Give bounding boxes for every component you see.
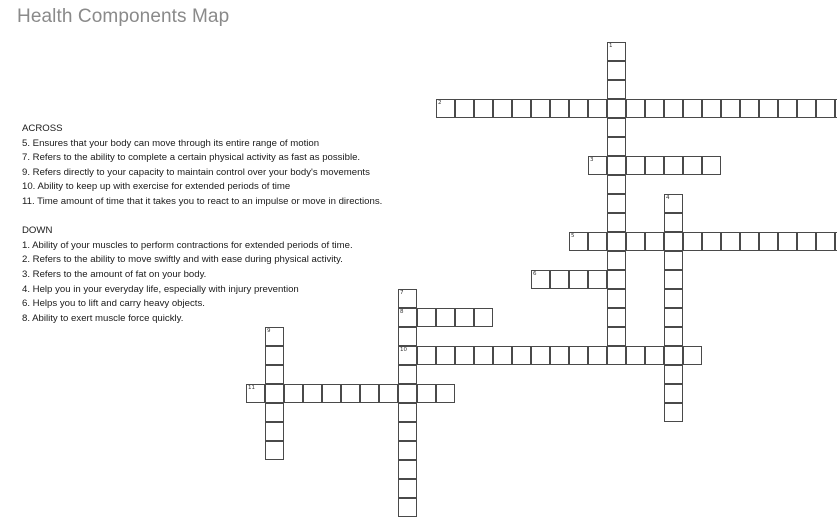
crossword-cell[interactable]	[816, 99, 835, 118]
crossword-cell[interactable]	[664, 156, 683, 175]
crossword-cell[interactable]	[493, 99, 512, 118]
crossword-cell[interactable]	[607, 118, 626, 137]
crossword-cell[interactable]	[626, 99, 645, 118]
crossword-cell[interactable]	[664, 251, 683, 270]
across-clue-9: 9. Refers directly to your capacity to maintain control over your body's movements	[22, 166, 370, 178]
crossword-cell[interactable]	[474, 99, 493, 118]
crossword-cell[interactable]	[322, 384, 341, 403]
crossword-cell[interactable]	[664, 384, 683, 403]
down-clue-2: 2. Refers to the ability to move swiftly and with ease during physical activity.	[22, 254, 343, 266]
crossword-cell[interactable]	[588, 232, 607, 251]
crossword-cell[interactable]	[474, 308, 493, 327]
crossword-cell[interactable]	[398, 289, 417, 308]
crossword-cell[interactable]	[607, 308, 626, 327]
crossword-cell[interactable]	[417, 346, 436, 365]
crossword-cell[interactable]	[265, 422, 284, 441]
crossword-cell[interactable]	[398, 460, 417, 479]
crossword-cell[interactable]	[398, 403, 417, 422]
crossword-cell[interactable]	[493, 346, 512, 365]
crossword-cell[interactable]	[797, 99, 816, 118]
crossword-cell[interactable]	[607, 251, 626, 270]
crossword-cell[interactable]	[607, 42, 626, 61]
crossword-cell[interactable]	[398, 441, 417, 460]
down-clue-6: 6. Helps you to lift and carry heavy objects.	[22, 298, 205, 310]
crossword-cell[interactable]	[683, 232, 702, 251]
crossword-cell[interactable]	[436, 99, 455, 118]
down-clue-4: 4. Help you in your everyday life, especially with injury prevention	[22, 283, 299, 295]
crossword-cell[interactable]	[664, 403, 683, 422]
crossword-cell[interactable]	[265, 441, 284, 460]
crossword-cell[interactable]	[607, 327, 626, 346]
crossword-cell[interactable]	[569, 270, 588, 289]
clue-number: 10	[400, 347, 407, 353]
crossword-cell[interactable]	[759, 99, 778, 118]
crossword-cell[interactable]	[607, 194, 626, 213]
crossword-cell[interactable]	[265, 346, 284, 365]
crossword-cell[interactable]	[550, 270, 569, 289]
crossword-cell[interactable]	[398, 308, 417, 327]
across-clue-10: 10. Ability to keep up with exercise for extended periods of time	[22, 181, 291, 193]
crossword-cell[interactable]	[550, 99, 569, 118]
crossword-cell[interactable]	[683, 156, 702, 175]
crossword-cell[interactable]	[740, 99, 759, 118]
crossword-cell[interactable]	[645, 156, 664, 175]
clue-number: 8	[400, 309, 404, 315]
crossword-cell[interactable]	[398, 422, 417, 441]
crossword-cell[interactable]	[436, 384, 455, 403]
crossword-cell[interactable]	[265, 384, 284, 403]
clue-number: 1	[609, 43, 613, 49]
crossword-cell[interactable]	[702, 156, 721, 175]
crossword-cell[interactable]	[645, 99, 664, 118]
crossword-cell[interactable]	[360, 384, 379, 403]
crossword-cell[interactable]	[607, 289, 626, 308]
crossword-cell[interactable]	[607, 270, 626, 289]
crossword-cell[interactable]	[436, 346, 455, 365]
crossword-cell[interactable]	[455, 346, 474, 365]
across-clue-11: 11. Time amount of time that it takes you to react to an impulse or move in directions.	[22, 195, 383, 207]
crossword-cell[interactable]	[588, 99, 607, 118]
crossword-cell[interactable]	[645, 346, 664, 365]
crossword-cell[interactable]	[607, 137, 626, 156]
clue-number: 2	[438, 100, 442, 106]
clue-number: 7	[400, 290, 404, 296]
crossword-cell[interactable]	[626, 156, 645, 175]
crossword-cell[interactable]	[588, 346, 607, 365]
crossword-cell[interactable]	[379, 384, 398, 403]
crossword-cell[interactable]	[759, 232, 778, 251]
crossword-cell[interactable]	[474, 346, 493, 365]
crossword-cell[interactable]	[531, 346, 550, 365]
clue-number: 11	[248, 385, 255, 391]
crossword-cell[interactable]	[512, 99, 531, 118]
crossword-cell[interactable]	[607, 232, 626, 251]
clue-number: 9	[267, 328, 271, 334]
crossword-cell[interactable]	[607, 80, 626, 99]
crossword-cell[interactable]	[721, 99, 740, 118]
crossword-cell[interactable]	[455, 99, 474, 118]
crossword-cell[interactable]	[664, 99, 683, 118]
crossword-cell[interactable]	[683, 99, 702, 118]
down-clue-1: 1. Ability of your muscles to perform contractions for extended periods of time.	[22, 239, 353, 251]
crossword-cell[interactable]	[455, 308, 474, 327]
down-heading: DOWN	[22, 225, 53, 237]
crossword-cell[interactable]	[626, 232, 645, 251]
crossword-cell[interactable]	[607, 61, 626, 80]
crossword-cell[interactable]	[664, 346, 683, 365]
crossword-cell[interactable]	[702, 232, 721, 251]
across-clue-7: 7. Refers to the ability to complete a certain physical activity as fast as possible.	[22, 152, 361, 164]
crossword-cell[interactable]	[417, 308, 436, 327]
crossword-cell[interactable]	[512, 346, 531, 365]
crossword-cell[interactable]	[341, 384, 360, 403]
crossword-cell[interactable]	[664, 270, 683, 289]
crossword-cell[interactable]	[246, 384, 265, 403]
clue-number: 6	[533, 271, 537, 277]
crossword-cell[interactable]	[778, 99, 797, 118]
crossword-cell[interactable]	[531, 99, 550, 118]
crossword-cell[interactable]	[626, 346, 645, 365]
crossword-cell[interactable]	[398, 384, 417, 403]
crossword-cell[interactable]	[265, 365, 284, 384]
crossword-cell[interactable]	[398, 327, 417, 346]
crossword-cell[interactable]	[721, 232, 740, 251]
crossword-cell[interactable]	[398, 365, 417, 384]
crossword-cell[interactable]	[778, 232, 797, 251]
crossword-cell[interactable]	[531, 270, 550, 289]
crossword-cell[interactable]	[683, 346, 702, 365]
crossword-cell[interactable]	[664, 213, 683, 232]
crossword-cell[interactable]	[645, 232, 664, 251]
crossword-cell[interactable]	[607, 175, 626, 194]
crossword-cell[interactable]	[664, 365, 683, 384]
crossword-cell[interactable]	[664, 289, 683, 308]
crossword-cell[interactable]	[664, 327, 683, 346]
crossword-cell[interactable]	[664, 308, 683, 327]
crossword-cell[interactable]	[265, 327, 284, 346]
crossword-cell[interactable]	[607, 213, 626, 232]
crossword-cell[interactable]	[664, 232, 683, 251]
clue-number: 3	[590, 157, 594, 163]
crossword-cell[interactable]	[607, 99, 626, 118]
crossword-cell[interactable]	[436, 308, 455, 327]
down-clue-3: 3. Refers to the amount of fat on your body.	[22, 268, 207, 280]
down-clue-8: 8. Ability to exert muscle force quickly.	[22, 312, 184, 324]
crossword-cell[interactable]	[607, 346, 626, 365]
crossword-cell[interactable]	[284, 384, 303, 403]
crossword-cell[interactable]	[265, 403, 284, 422]
crossword-cell[interactable]	[398, 498, 417, 517]
across-heading: ACROSS	[22, 123, 63, 134]
crossword-cell[interactable]	[303, 384, 322, 403]
clue-number: 4	[666, 195, 670, 201]
crossword-cell[interactable]	[417, 384, 436, 403]
crossword-cell[interactable]	[569, 346, 588, 365]
crossword-cell[interactable]	[607, 156, 626, 175]
crossword-cell[interactable]	[569, 232, 588, 251]
crossword-cell[interactable]	[797, 232, 816, 251]
across-clue-5: 5. Ensures that your body can move through its entire range of motion	[22, 137, 320, 149]
crossword-cell[interactable]	[702, 99, 721, 118]
crossword-cell[interactable]	[588, 156, 607, 175]
crossword-cell[interactable]	[588, 270, 607, 289]
crossword-cell[interactable]	[664, 194, 683, 213]
crossword-cell[interactable]	[740, 232, 759, 251]
page-title: Health Components Map	[17, 6, 230, 27]
crossword-cell[interactable]	[398, 479, 417, 498]
crossword-cell[interactable]	[550, 346, 569, 365]
crossword-cell[interactable]	[816, 232, 835, 251]
crossword-cell[interactable]	[398, 346, 417, 365]
clue-number: 5	[571, 233, 575, 239]
crossword-cell[interactable]	[569, 99, 588, 118]
